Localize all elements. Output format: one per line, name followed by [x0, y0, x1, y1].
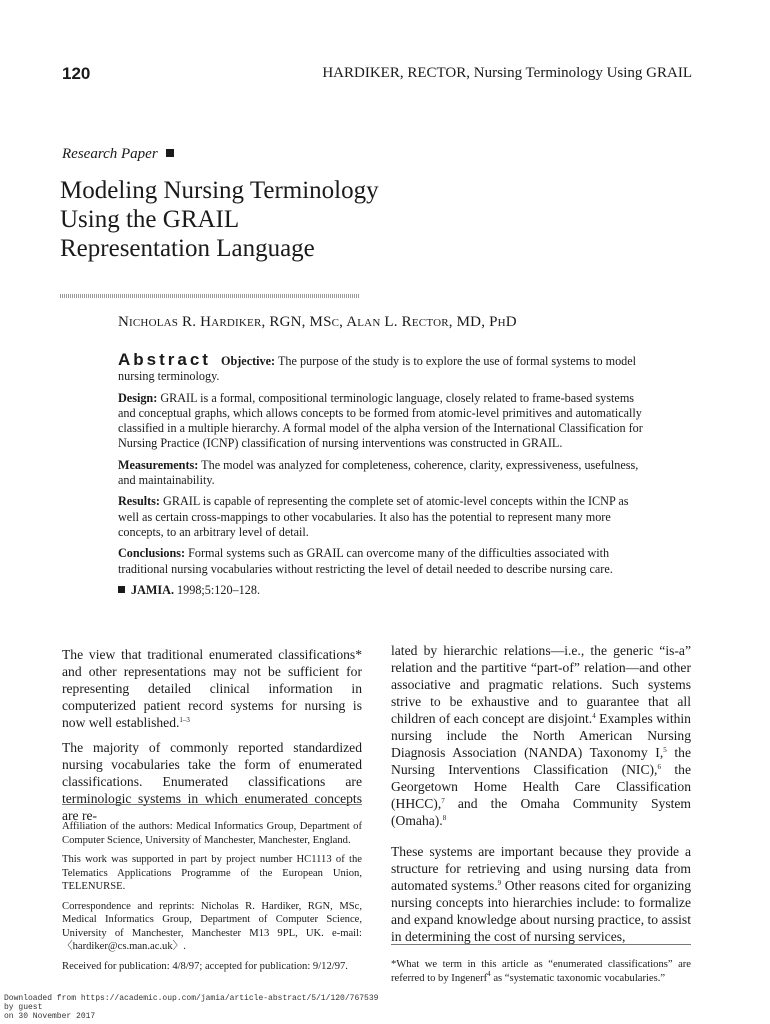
measurements-text: The model was analyzed for completeness, coherence, clarity, expressiveness, usefulness, and maintainability. [118, 457, 639, 488]
title-divider [60, 294, 360, 298]
conclusions-label: Conclusions: [118, 546, 186, 561]
paper-title: Modeling Nursing Terminology Using the GRAIL Representation Language [60, 177, 379, 262]
download-stamp-line: by guest [4, 1003, 43, 1013]
footnote-text [391, 958, 691, 985]
abstract-conclusions [118, 546, 646, 577]
abstract-heading: Abstract [118, 350, 211, 369]
objective-text: The purpose of the study is to explore the use of formal systems to model nursing terminology. [118, 354, 637, 384]
abstract-measurements [118, 458, 646, 489]
body-text: These systems are important because they provide a structure for retrieving and using nursing data from automated systems. [391, 844, 691, 893]
abstract-results [118, 494, 646, 540]
footnote-part: *What we term in this article as “enumerated classifications” are referred to by Ingenerf [391, 959, 691, 984]
body-column-right [391, 642, 691, 953]
reference-mark: 1–3 [179, 716, 190, 724]
reference-mark: 8 [442, 814, 447, 822]
article-notes [62, 820, 362, 979]
footnote [391, 958, 691, 991]
reference-mark: 6 [657, 763, 661, 771]
conclusions-text: Formal systems such as GRAIL can overcome many of the difficulties associated with traditional nursing vocabularies without restricting the level of detail needed to describe nursing care. [118, 546, 613, 576]
reference-mark: 7 [441, 797, 445, 805]
reference-mark: 4 [592, 712, 596, 720]
section-label-text: Research Paper [62, 146, 158, 162]
abstract [118, 352, 646, 604]
objective-label: Objective: [220, 354, 276, 368]
abstract-objective [118, 352, 646, 385]
body-text: and the Omaha Community System (Omaha). [391, 796, 691, 828]
citation-journal: JAMIA. [131, 582, 174, 597]
support-note: This work was supported in part by project number HC1113 of the Telematics Applications Programme of the European Union, TELENURSE. [62, 854, 362, 892]
abstract-citation [118, 583, 646, 598]
body-text: The view that traditional enumerated classifications* and other representations may not be sufficient for representing detailed clinical information in computerized patient record systems for nursing is now well established. [62, 647, 362, 730]
body-text: the Georgetown Home Health Care Classification (HHCC), [391, 762, 691, 811]
section-label [62, 146, 174, 163]
square-bullet-icon [118, 586, 125, 593]
square-bullet-icon [166, 149, 174, 157]
body-paragraph [62, 646, 362, 731]
reference-mark: 9 [497, 879, 502, 887]
results-text: GRAIL is capable of representing the complete set of atomic-level concepts within the ICNP as well as certain cross-mappings to other vocabularies. It also has the potential to represent many more concepts, to an arbitrary level of detail. [118, 494, 629, 539]
reference-mark: 4 [487, 969, 491, 978]
body-paragraph: The majority of commonly reported standardized nursing vocabularies take the form of enumerated classifications. Enumerated classifications are terminologic systems in which enumerated concepts are re- [62, 740, 362, 823]
download-stamp [4, 994, 378, 1022]
correspondence-note: Correspondence and reprints: Nicholas R. Hardiker, RGN, MSc, Medical Informatics Group, Department of Computer Science, University of Manchester, Manchester M13 9PL, UK. e-mail: 〈hardiker@cs.man.ac.uk〉. [62, 900, 362, 952]
body-text: Examples within nursing include the North American Nursing Diagnosis Association (NANDA) Taxonomy I, [391, 711, 691, 760]
reference-mark: 5 [663, 746, 667, 754]
measurements-label: Measurements: [118, 457, 199, 472]
received-note: Received for publication: 4/8/97; accepted for publication: 9/12/97. [62, 960, 348, 972]
body-text: lated by hierarchic relations—i.e., the generic “is-a” relation and the partitive “part-of” relation—and other associative and pragmatic relations. Such systems strive to be exhaustive and to guarantee that all children of each concept are disjoint. [391, 643, 691, 726]
body-text: the Nursing Interventions Classification (NIC), [391, 745, 691, 777]
download-stamp-line: on 30 November 2017 [4, 1012, 96, 1022]
page-number: 120 [62, 64, 91, 83]
download-stamp-line: Downloaded from https://academic.oup.com/jamia/article-abstract/5/1/120/767539 [4, 994, 379, 1003]
footnote-divider [62, 804, 362, 805]
abstract-design [118, 391, 646, 452]
footnote-divider [391, 944, 691, 945]
citation-detail: 1998;5:120–128. [177, 582, 260, 597]
affiliation-note: Affiliation of the authors: Medical Informatics Group, Department of Computer Science, University of Manchester, Manchester, England. [62, 821, 362, 846]
running-head: HARDIKER, RECTOR, Nursing Terminology Using GRAIL [322, 65, 692, 81]
design-text: GRAIL is a formal, compositional terminologic language, closely related to frame-based systems and conceptual graphs, which allows concepts to be formed from atomic-level primitives and automatically classified in a multiple hierarchy. A formal model of the alpha version of the International Classification for Nursing Practice (ICNP) classification of nursing interventions was constructed in GRAIL. [118, 390, 643, 451]
results-label: Results: [118, 494, 160, 509]
body-paragraph [391, 642, 691, 829]
body-text: Other reasons cited for organizing nursing concepts into hierarchies include: to formalize and expand knowledge about nursing practice, to assist in determining the cost of nursing services, [391, 878, 692, 944]
author-list: Nicholas R. Hardiker, RGN, MSc, Alan L. Rector, MD, PhD [118, 314, 517, 330]
footnote-part: as “systematic taxonomic vocabularies.” [490, 972, 666, 984]
design-label: Design: [118, 390, 158, 405]
body-paragraph [391, 843, 691, 945]
